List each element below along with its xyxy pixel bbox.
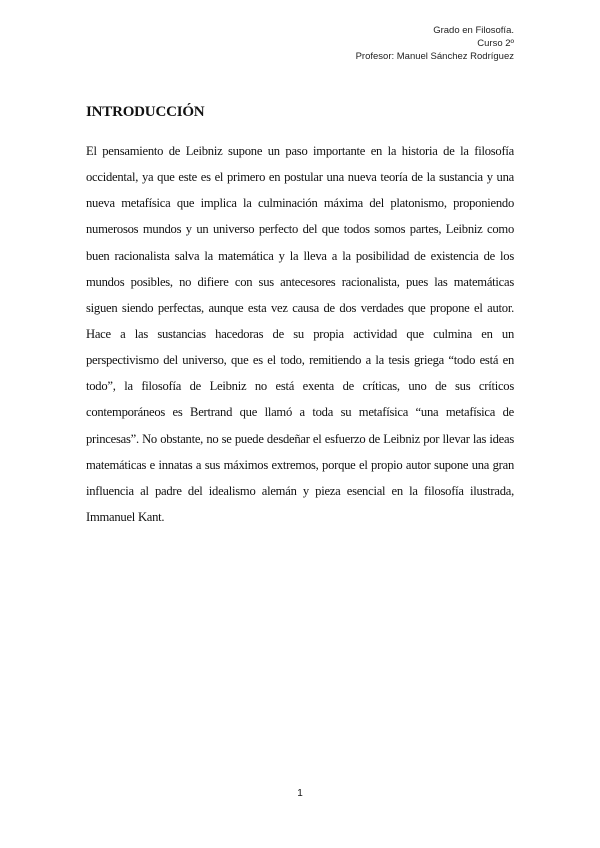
- header-course: Curso 2º: [477, 38, 514, 49]
- paragraph-line: todo”, la filosofía de Leibniz no está exenta de críticas, uno de sus críticos: [86, 379, 514, 394]
- paragraph-line: perspectivismo del universo, que es el todo, remitiendo a la tesis griega “todo está en: [86, 353, 514, 368]
- header-professor: Profesor: Manuel Sánchez Rodríguez: [355, 51, 514, 62]
- paragraph-line: Immanuel Kant.: [86, 509, 165, 524]
- paragraph-line: Hace a las sustancias hacedoras de su propia actividad que culmina en un: [86, 326, 514, 341]
- paragraph-line: occidental, ya que este es el primero en postular una nueva teoría de la sustancia y una: [86, 170, 514, 185]
- paragraph-line: buen racionalista salva la matemática y la lleva a la posibilidad de existencia de los: [86, 248, 514, 263]
- paragraph-line: matemáticas e innatas a sus máximos extremos, porque el propio autor supone una gran: [86, 457, 514, 472]
- paragraph-line: mundos posibles, no difiere con sus antecesores racionalista, pues las matemáticas: [86, 274, 514, 289]
- paragraph-line: numerosos mundos y un universo perfecto del que todos somos partes, Leibniz como: [86, 222, 514, 237]
- paragraph-line: El pensamiento de Leibniz supone un paso importante en la historia de la filosofía: [86, 144, 514, 158]
- paragraph-line: princesas”. No obstante, no se puede desdeñar el esfuerzo de Leibniz por llevar las ideas: [86, 431, 514, 446]
- header-degree: Grado en Filosofía.: [433, 25, 514, 36]
- section-title: INTRODUCCIÓN: [86, 104, 205, 120]
- body-paragraph: [86, 142, 514, 534]
- page-number: 1: [297, 788, 303, 799]
- paragraph-line: nueva metafísica que implica la culminación máxima del platonismo, proponiendo: [86, 196, 514, 211]
- page-header: [356, 24, 514, 63]
- paragraph-line: influencia al padre del idealismo alemán y pieza esencial en la filosofía ilustrada,: [86, 483, 514, 498]
- paragraph-line: contemporáneos es Bertrand que llamó a toda su metafísica “una metafísica de: [86, 405, 514, 420]
- paragraph-line: siguen siendo perfectas, aunque esta vez causa de dos verdades que propone el autor.: [86, 300, 514, 315]
